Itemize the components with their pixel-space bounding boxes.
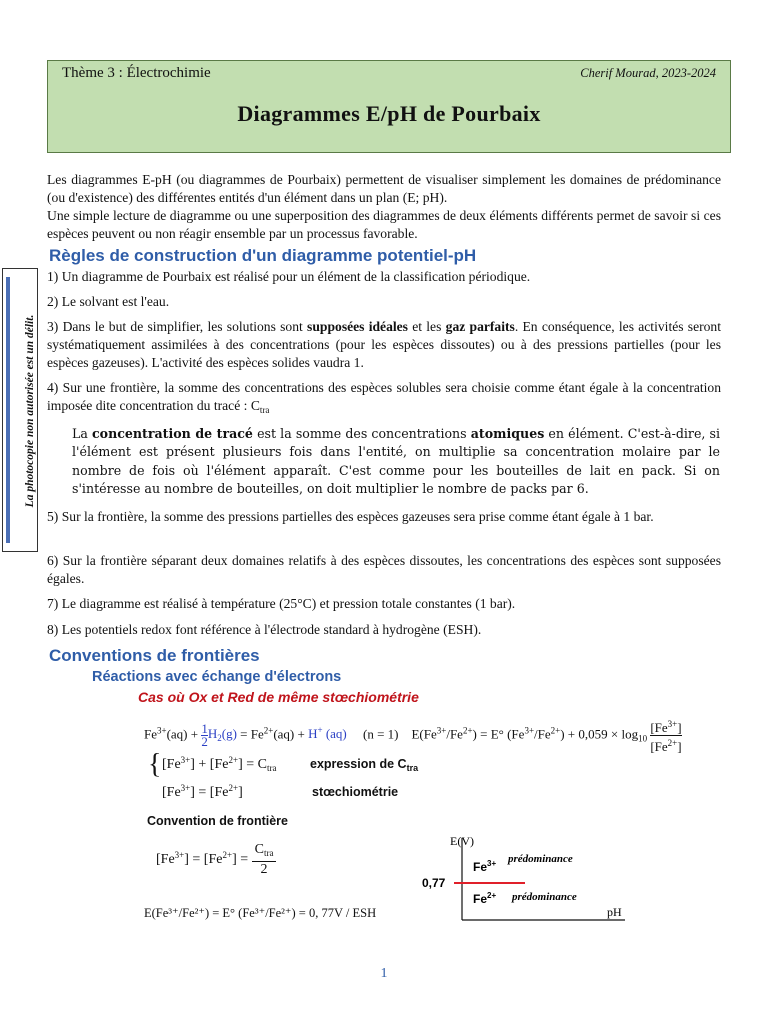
rule-1 (47, 268, 721, 286)
rules-heading: Règles de construction d'un diagramme potentiel-pH (49, 246, 477, 265)
intro-paragraph-1: Les diagrammes E-pH (ou diagrammes de Pourbaix) permettent de visualiser simplement les domaines de prédominance (ou d'existence) des différentes entités d'un élément dans un plan (E; pH). (47, 172, 721, 205)
fe3-symbol: Fe (473, 860, 488, 874)
page-title: Diagrammes E/pH de Pourbaix (237, 101, 541, 126)
rule-4 (47, 379, 721, 419)
upper-predominance-label: prédominance (508, 853, 573, 865)
rule-8 (47, 621, 721, 639)
frontier-value-label: 0,77 (422, 876, 446, 890)
rule-6 (47, 552, 721, 588)
rule-3-part-e: . En conséquence, les activités seront systématiquement assimilées à des concentrations (pour les espèces dissoutes) ou à des pressions partielles (pour les espèces gazeuses). L'activité des espèces solides vaudra 1. (47, 319, 722, 370)
e-axis-label: E(V) (450, 834, 474, 848)
trace-concentration-note (72, 425, 720, 499)
page-number: 1 (380, 966, 388, 981)
fe-pourbaix-diagram (410, 828, 630, 938)
rule-2 (47, 293, 721, 311)
system-equation-2: $[Fe^{3+}] = [Fe^{2+}]$ (162, 783, 243, 800)
header-banner (47, 60, 731, 153)
system-brace: { (148, 749, 162, 780)
frontier-equation: $[Fe^{3+}] = [Fe^{2+}]$ = $C_{tra}$ 2 (156, 842, 276, 878)
intro-paragraph-2: Une simple lecture de diagramme ou une superposition des diagrammes de deux éléments différents permet de savoir si ces espèces peuvent ou non réagir ensemble par un processus favorable. (47, 208, 721, 241)
fe2-label (473, 891, 496, 906)
lower-predominance-label: prédominance (512, 891, 577, 903)
author-label: Cherif Mourad, 2023-2024 (580, 66, 716, 80)
fe3-label (473, 859, 496, 874)
rule-4-body: 4) Sur une frontière, la somme des concentrations des espèces solubles sera choisie comme étant égale à la concentration imposée dite concentration du tracé : C (47, 380, 721, 413)
rule-4-subscript: tra (259, 405, 270, 415)
copyright-notice: La photocopie non autorisée est un délit. (24, 314, 36, 508)
sidebar-accent-bar (6, 277, 10, 543)
conventions-heading: Conventions de frontières (49, 646, 260, 665)
rule-3-bold-ideal: supposées idéales (307, 319, 408, 334)
theme-label: Thème 3 : Électrochimie (62, 65, 211, 81)
rule-3-part-c: et les (407, 319, 446, 334)
half-reaction-equation: $Fe^{3+}(aq)$ + $\frac{1}{2}$ $H_2(g) = Fe^{2+}(aq) + H^+$ (aq) (n = 1) $E(Fe^{3+}/Fe^{2+}) = E^\circ$ $(Fe^{3+}/Fe^{2+}) + 0,059 \times \log_{10}$ $\frac{[Fe^{3+}]}{[Fe^{2+}]}$ (144, 719, 682, 754)
note-bold-concentration: concentration de tracé (92, 426, 253, 441)
rule-6-text: 6) Sur la frontière séparant deux domaines relatifs à des espèces dissoutes, les concentrations des espèces sont supposées égales. (47, 553, 721, 586)
rule-5-text: 5) Sur la frontière, la somme des pressions partielles des espèces gazeuses sera prise comme étant égale à 1 bar. (47, 509, 654, 524)
fe2-symbol: Fe (473, 892, 488, 906)
same-stoichiometry-heading: Cas où Ox et Red de même stœchiométrie (138, 689, 419, 705)
expression-label (310, 757, 418, 773)
expression-label-text: expression de C (310, 757, 407, 771)
electron-exchange-heading: Réactions avec échange d'électrons (92, 669, 342, 685)
rule-3-bold-gaz: gaz parfaits (445, 319, 515, 334)
note-part-c: est la somme des concentrations (252, 426, 471, 441)
rule-3-part-a: 3) Dans le but de simplifier, les solutions sont (47, 319, 308, 334)
stoichiometry-label: stœchiométrie (312, 785, 399, 799)
rule-7-text: 7) Le diagramme est réalisé à température (25°C) et pression totale constantes (1 bar). (47, 596, 516, 611)
rule-8-text: 8) Les potentiels redox font référence à l'électrode standard à hydrogène (ESH). (47, 622, 482, 637)
rule-4-text (47, 379, 721, 419)
copyright-sidebar (2, 268, 38, 552)
rule-5 (47, 508, 721, 526)
rule-2-text: 2) Le solvant est l'eau. (47, 294, 170, 309)
note-part-a: La (72, 426, 92, 441)
expression-label-sub: tra (406, 763, 419, 773)
standard-potential-equation: E(Fe³⁺/Fe²⁺) = E° (Fe³⁺/Fe²⁺) = 0, 77V / ESH (144, 906, 377, 920)
note-bold-atomiques: atomiques (470, 426, 545, 441)
ph-axis-label: pH (607, 905, 622, 919)
rule-7 (47, 595, 721, 613)
fe2-charge: 2+ (487, 891, 497, 900)
fe3-charge: 3+ (487, 859, 497, 868)
intro-section (47, 171, 721, 243)
note-part-e: en élément. C'est-à-dire, si l'élément est présent plusieurs fois dans l'entité, on multiplie sa concentration molaire par le nombre de fois où l'élément apparaît. C'est comme pour les bouteilles de lait en pack. Si on s'intéresse au nombre de bouteilles, on doit multiplier le nombre de packs par 6. (72, 426, 721, 497)
rule-1-text: 1) Un diagramme de Pourbaix est réalisé pour un élément de la classification périodique. (47, 269, 531, 284)
system-equation-1: $[Fe^{3+}] + [Fe^{2+}] = C_{tra}$ (162, 755, 277, 773)
rule-3-text (47, 318, 721, 372)
frontier-convention-label: Convention de frontière (147, 814, 288, 828)
rule-3 (47, 318, 721, 372)
